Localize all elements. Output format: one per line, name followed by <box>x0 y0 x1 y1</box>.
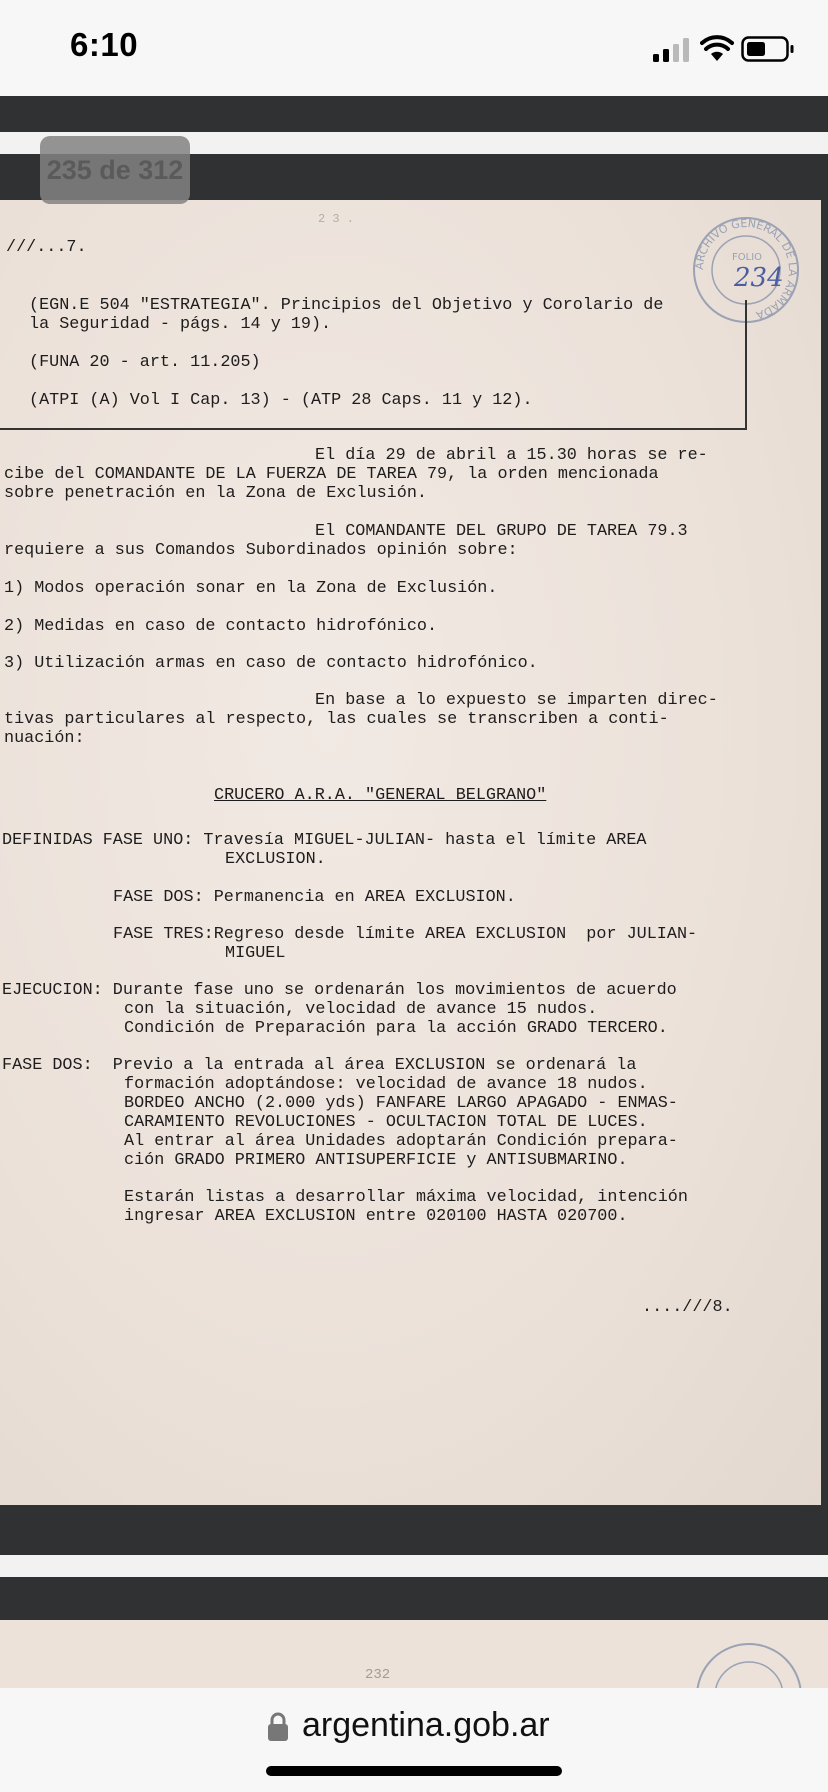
paragraph-line: tivas particulares al respecto, las cuales se transcriben a conti- <box>4 710 669 729</box>
list-item: 3) Utilización armas en caso de contacto hidrofónico. <box>4 654 538 673</box>
lock-icon <box>268 1712 288 1742</box>
definidas-line: MIGUEL <box>225 944 286 963</box>
fase-dos-line: CARAMIENTO REVOLUCIONES - OCULTACION TOTAL DE LUCES. <box>124 1113 648 1132</box>
page-marker-top: ///...7. <box>6 238 87 257</box>
reference-line: (FUNA 20 - art. 11.205) <box>29 353 261 372</box>
status-time: 6:10 <box>70 26 139 63</box>
battery-icon <box>741 36 795 62</box>
paragraph-line: requiere a sus Comandos Subordinados opinión sobre: <box>4 541 518 560</box>
faint-handwritten-mark: 2 3 . <box>318 212 355 226</box>
definidas-line: FASE DOS: Permanencia en AREA EXCLUSION. <box>113 888 516 907</box>
wifi-icon <box>700 34 734 62</box>
ejecucion-line: Condición de Preparación para la acción GRADO TERCERO. <box>124 1019 668 1038</box>
fase-dos-line: Al entrar al área Unidades adoptarán Condición prepara- <box>124 1132 678 1151</box>
paragraph-line: En base a lo expuesto se imparten direc- <box>315 691 718 710</box>
svg-text:234: 234 <box>734 263 784 293</box>
svg-text:FOLIO: FOLIO <box>732 252 763 263</box>
fase-dos-line: formación adoptándose: velocidad de avance 18 nudos. <box>124 1075 648 1094</box>
paragraph-line: sobre penetración en la Zona de Exclusión. <box>4 484 427 503</box>
ejecucion-line: con la situación, velocidad de avance 15 nudos. <box>124 1000 598 1019</box>
fase-dos-line: ción GRADO PRIMERO ANTISUPERFICIE y ANTISUBMARINO. <box>124 1151 628 1170</box>
page-counter-badge: 235 de 312 <box>40 136 190 204</box>
page-separator <box>0 1555 828 1577</box>
reference-box-border <box>0 428 747 430</box>
ejecucion-line: EJECUCION: Durante fase uno se ordenarán los movimientos de acuerdo <box>2 981 677 1000</box>
paragraph-line: cibe del COMANDANTE DE LA FUERZA DE TAREA 79, la orden mencionada <box>4 465 659 484</box>
paragraph-line: El día 29 de abril a 15.30 horas se re- <box>315 446 708 465</box>
list-item: 1) Modos operación sonar en la Zona de Exclusión. <box>4 579 498 598</box>
definidas-line: EXCLUSION. <box>225 850 326 869</box>
reference-line: la Seguridad - págs. 14 y 19). <box>29 315 332 334</box>
cellular-signal-icon <box>653 38 693 62</box>
svg-text:ARCHIVO GENERAL DE LA ARMADA: ARCHIVO GENERAL DE LA ARMADA <box>692 216 800 322</box>
url-text[interactable]: argentina.gob.ar <box>302 1706 550 1744</box>
definidas-line: DEFINIDAS FASE UNO: Travesía MIGUEL-JULIAN- hasta el límite AREA <box>2 831 647 850</box>
fase-dos-line: FASE DOS: Previo a la entrada al área EXCLUSION se ordenará la <box>2 1056 637 1075</box>
reference-line: (EGN.E 504 "ESTRATEGIA". Principios del Objetivo y Corolario de <box>29 296 664 315</box>
list-item: 2) Medidas en caso de contacto hidrofónico. <box>4 617 438 636</box>
home-indicator[interactable] <box>266 1766 562 1776</box>
fase-dos-line: ingresar AREA EXCLUSION entre 020100 HASTA 020700. <box>124 1207 628 1226</box>
definidas-line: FASE TRES:Regreso desde límite AREA EXCLUSION por JULIAN- <box>113 925 698 944</box>
paragraph-line: nuación: <box>4 729 85 748</box>
page-marker-bottom: ....///8. <box>642 1298 733 1317</box>
fase-dos-line: BORDEO ANCHO (2.000 yds) FANFARE LARGO APAGADO - ENMAS- <box>124 1094 678 1113</box>
reference-box-border <box>745 300 747 428</box>
paragraph-line: El COMANDANTE DEL GRUPO DE TAREA 79.3 <box>315 522 688 541</box>
next-page-faint-number: 232 <box>365 1667 391 1683</box>
fase-dos-line: Estarán listas a desarrollar máxima velocidad, intención <box>124 1188 688 1207</box>
section-title: CRUCERO A.R.A. "GENERAL BELGRANO" <box>214 786 547 805</box>
reference-line: (ATPI (A) Vol I Cap. 13) - (ATP 28 Caps. 11 y 12). <box>29 391 533 410</box>
